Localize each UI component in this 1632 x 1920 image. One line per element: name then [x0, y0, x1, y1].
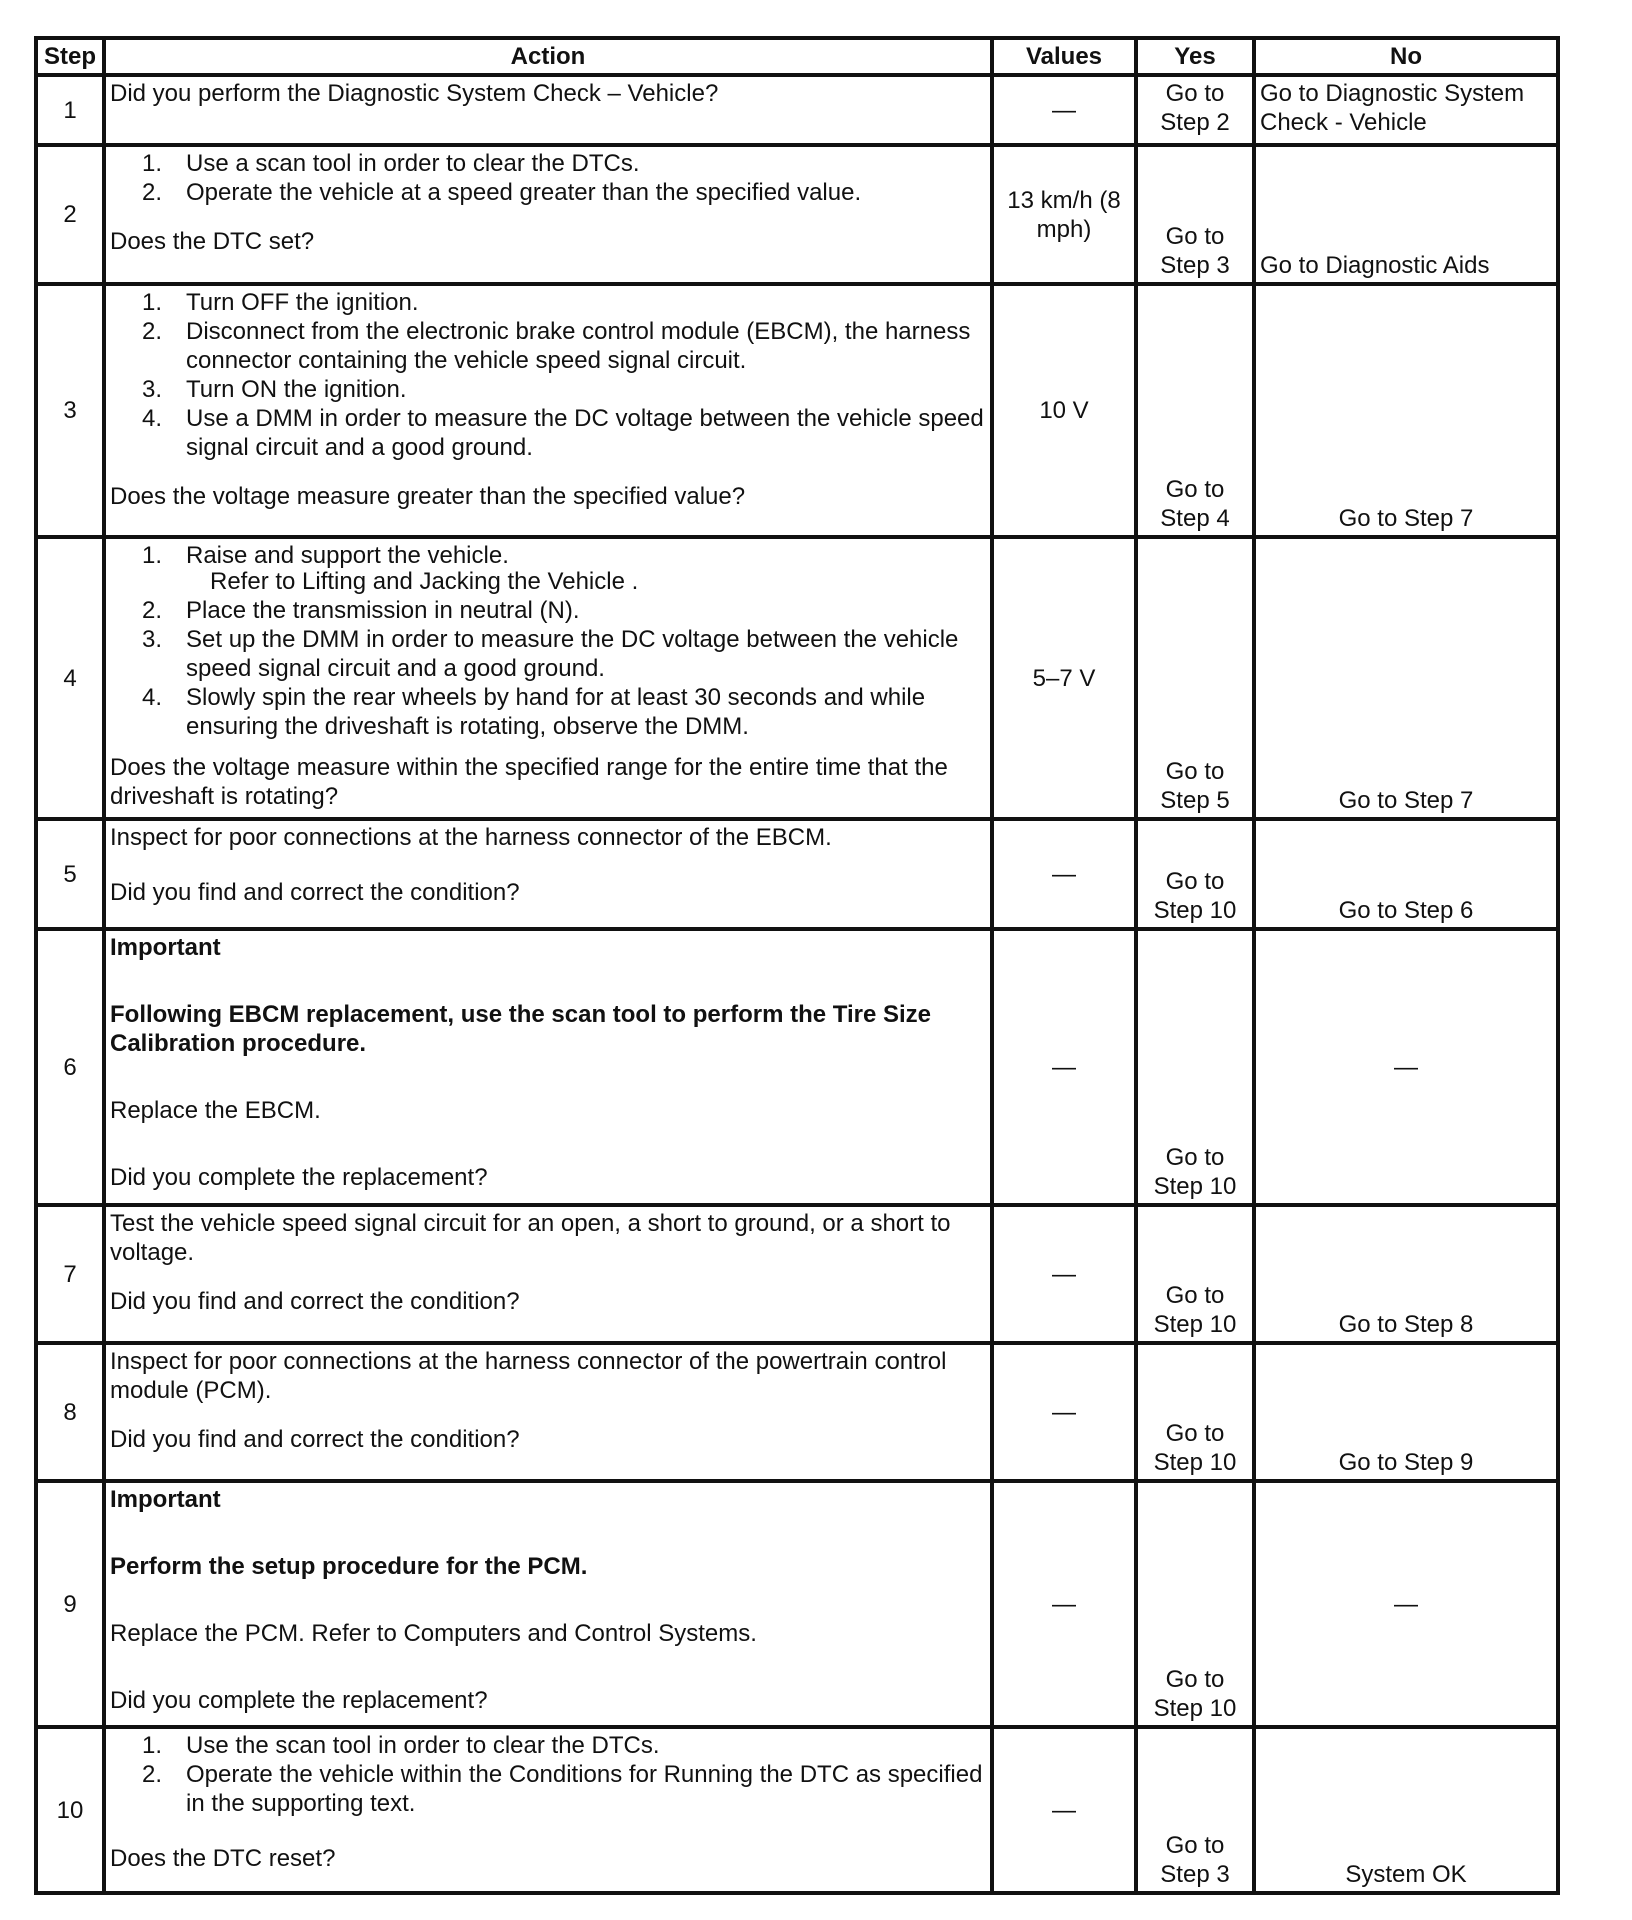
no-cell: — — [1254, 929, 1558, 1205]
table-row-step-8 — [36, 1343, 1558, 1481]
action-list-item: 1. Use the scan tool in order to clear the DTCs. — [141, 1732, 660, 1759]
action-list-item: 1. Raise and support the vehicle. — [141, 542, 509, 569]
action-question: Did you perform the Diagnostic System Check – Vehicle? — [110, 80, 719, 107]
table-row-step-5 — [36, 819, 1558, 929]
header-yes: Yes — [1136, 38, 1254, 75]
step-number: 10 — [36, 1727, 104, 1893]
table-row-step-2 — [36, 145, 1558, 284]
yes-cell: Go to Step 5 — [1136, 537, 1254, 819]
action-cell — [104, 145, 992, 284]
yes-cell: Go to Step 10 — [1136, 1343, 1254, 1481]
yes-cell: Go to Step 3 — [1136, 145, 1254, 284]
action-cell — [104, 537, 992, 819]
action-list-item: 1. Turn OFF the ignition. — [141, 289, 419, 316]
step-number: 8 — [36, 1343, 104, 1481]
action-text: Test the vehicle speed signal circuit for an open, a short to ground, or a short to voltage. — [110, 1210, 951, 1266]
no-cell: Go to Step 7 — [1254, 284, 1558, 537]
action-list — [110, 149, 986, 207]
values-cell: 5–7 V — [992, 537, 1136, 819]
action-cell — [104, 1481, 992, 1727]
values-cell: 13 km/h (8 mph) — [992, 145, 1136, 284]
step-number: 9 — [36, 1481, 104, 1727]
values-cell: — — [992, 929, 1136, 1205]
table-row-step-9 — [36, 1481, 1558, 1727]
yes-cell: Go to Step 10 — [1136, 1481, 1254, 1727]
action-text: Replace the PCM. Refer to Computers and Control Systems. — [110, 1620, 757, 1647]
action-text: Inspect for poor connections at the harness connector of the powertrain control module (PCM). — [110, 1348, 947, 1404]
action-question: Does the DTC reset? — [110, 1845, 336, 1872]
step-number: 5 — [36, 819, 104, 929]
table-row-step-1 — [36, 75, 1558, 145]
header-no: No — [1254, 38, 1558, 75]
header-action: Action — [104, 38, 992, 75]
action-list-item: 2. Place the transmission in neutral (N). — [141, 597, 580, 624]
action-list — [110, 288, 986, 462]
no-cell: Go to Step 7 — [1254, 537, 1558, 819]
action-question: Did you complete the replacement? — [110, 1687, 488, 1714]
values-cell: — — [992, 1727, 1136, 1893]
yes-cell: Go to Step 10 — [1136, 1205, 1254, 1343]
important-label: Important — [110, 1486, 221, 1513]
table-row-step-6 — [36, 929, 1558, 1205]
table-row-step-4 — [36, 537, 1558, 819]
action-cell — [104, 819, 992, 929]
table-row-step-7 — [36, 1205, 1558, 1343]
step-number: 7 — [36, 1205, 104, 1343]
no-cell: Go to Diagnostic Aids — [1254, 145, 1558, 284]
no-cell: System OK — [1254, 1727, 1558, 1893]
action-list-item: 2. Disconnect from the electronic brake control module (EBCM), the harness connector containing the vehicle speed signal circuit. — [141, 318, 971, 374]
action-list-item: 3. Set up the DMM in order to measure the DC voltage between the vehicle speed signal circuit and a good ground. — [141, 626, 959, 682]
action-question: Did you find and correct the condition? — [110, 1288, 520, 1315]
no-cell: Go to Step 9 — [1254, 1343, 1558, 1481]
action-cell — [104, 1343, 992, 1481]
action-cell — [104, 929, 992, 1205]
header-step: Step — [36, 38, 104, 75]
action-question: Did you find and correct the condition? — [110, 1426, 520, 1453]
yes-cell: Go to Step 4 — [1136, 284, 1254, 537]
action-list-item: 2. Operate the vehicle at a speed greater than the specified value. — [141, 179, 862, 206]
action-list-item: 4. Use a DMM in order to measure the DC voltage between the vehicle speed signal circuit and a good ground. — [141, 405, 984, 461]
step-number: 4 — [36, 537, 104, 819]
action-list — [110, 1731, 986, 1818]
action-question: Does the voltage measure greater than the specified value? — [110, 483, 746, 510]
table-row-step-10 — [36, 1727, 1558, 1893]
yes-cell: Go to Step 2 — [1136, 75, 1254, 145]
diagnostic-table-wrapper — [34, 36, 1560, 1895]
diagnostic-table — [34, 36, 1560, 1895]
action-list-item: 3. Turn ON the ignition. — [141, 376, 407, 403]
values-cell: — — [992, 1481, 1136, 1727]
no-cell: Go to Step 8 — [1254, 1205, 1558, 1343]
step-number: 6 — [36, 929, 104, 1205]
step-number: 2 — [36, 145, 104, 284]
important-label: Important — [110, 934, 221, 961]
important-note: Following EBCM replacement, use the scan tool to perform the Tire Size Calibration procedure. — [110, 1001, 932, 1057]
action-cell — [104, 284, 992, 537]
action-list-item: 4. Slowly spin the rear wheels by hand for at least 30 seconds and while ensuring the driveshaft is rotating, observe the DMM. — [141, 684, 926, 740]
action-cell — [104, 1205, 992, 1343]
action-question: Did you find and correct the condition? — [110, 879, 520, 906]
no-cell: Go to Diagnostic System Check - Vehicle — [1254, 75, 1558, 145]
yes-cell: Go to Step 10 — [1136, 819, 1254, 929]
header-values: Values — [992, 38, 1136, 75]
no-cell: — — [1254, 1481, 1558, 1727]
values-cell: — — [992, 1205, 1136, 1343]
action-reference-text: Refer to Lifting and Jacking the Vehicle . — [210, 568, 639, 595]
no-cell: Go to Step 6 — [1254, 819, 1558, 929]
values-cell: 10 V — [992, 284, 1136, 537]
action-text: Replace the EBCM. — [110, 1097, 321, 1124]
action-question: Did you complete the replacement? — [110, 1164, 488, 1191]
action-question: Does the voltage measure within the specified range for the entire time that the driveshaft is rotating? — [110, 754, 948, 810]
yes-cell: Go to Step 3 — [1136, 1727, 1254, 1893]
values-cell: — — [992, 819, 1136, 929]
values-cell: — — [992, 75, 1136, 145]
important-note: Perform the setup procedure for the PCM. — [110, 1553, 588, 1580]
step-number: 1 — [36, 75, 104, 145]
values-cell: — — [992, 1343, 1136, 1481]
action-list-item: 2. Operate the vehicle within the Conditions for Running the DTC as specified in the supporting text. — [141, 1761, 983, 1817]
step-number: 3 — [36, 284, 104, 537]
table-header-row — [36, 38, 1558, 75]
action-text: Inspect for poor connections at the harness connector of the EBCM. — [110, 824, 832, 851]
action-list — [110, 541, 986, 570]
action-question: Does the DTC set? — [110, 228, 315, 255]
table-row-step-3 — [36, 284, 1558, 537]
action-cell — [104, 75, 992, 145]
action-list-continued — [110, 596, 986, 741]
action-list-item: 1. Use a scan tool in order to clear the DTCs. — [141, 150, 640, 177]
action-cell — [104, 1727, 992, 1893]
yes-cell: Go to Step 10 — [1136, 929, 1254, 1205]
